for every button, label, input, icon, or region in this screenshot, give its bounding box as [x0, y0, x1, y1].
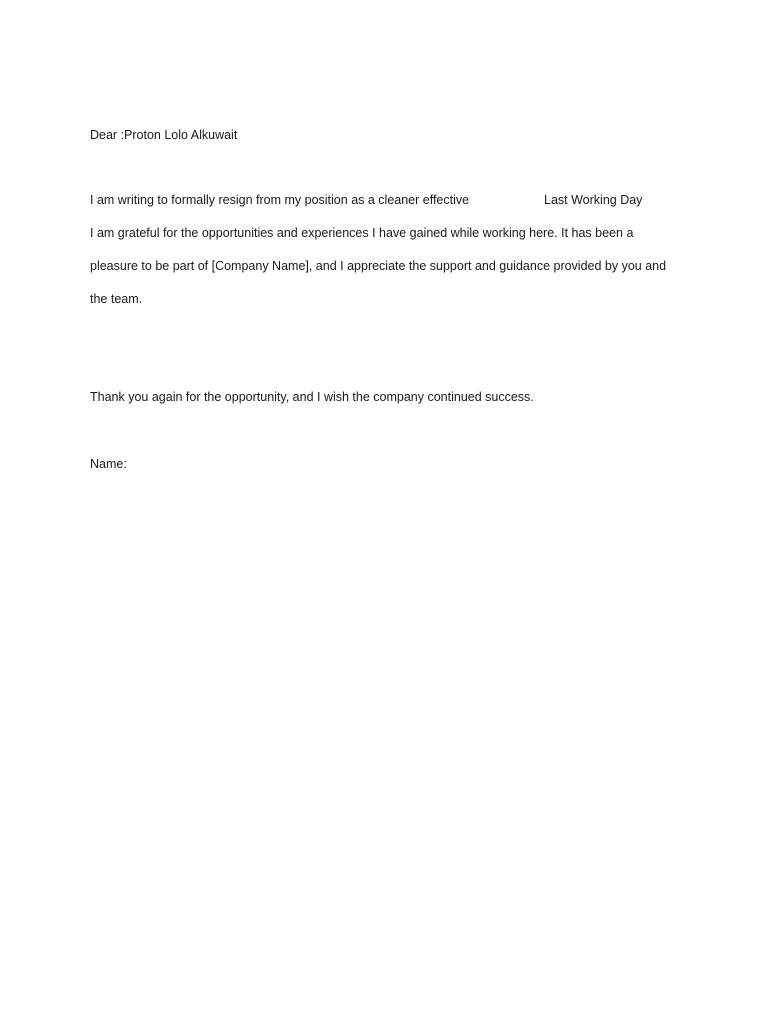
gratitude-line-1: I am grateful for the opportunities and experiences I have gained while working here. It has been a [90, 226, 634, 240]
gratitude-line-3: the team. [90, 292, 143, 306]
resignation-statement: I am writing to formally resign from my position as a cleaner effective [90, 193, 470, 207]
last-working-day-placeholder: Last Working Day [544, 193, 643, 207]
closing-thanks: Thank you again for the opportunity, and I wish the company continued success. [90, 390, 534, 404]
salutation: Dear :Proton Lolo Alkuwait [90, 128, 238, 142]
name-label: Name: [90, 457, 127, 471]
gratitude-line-2: pleasure to be part of [Company Name], and I appreciate the support and guidance provided by you and [90, 259, 667, 273]
